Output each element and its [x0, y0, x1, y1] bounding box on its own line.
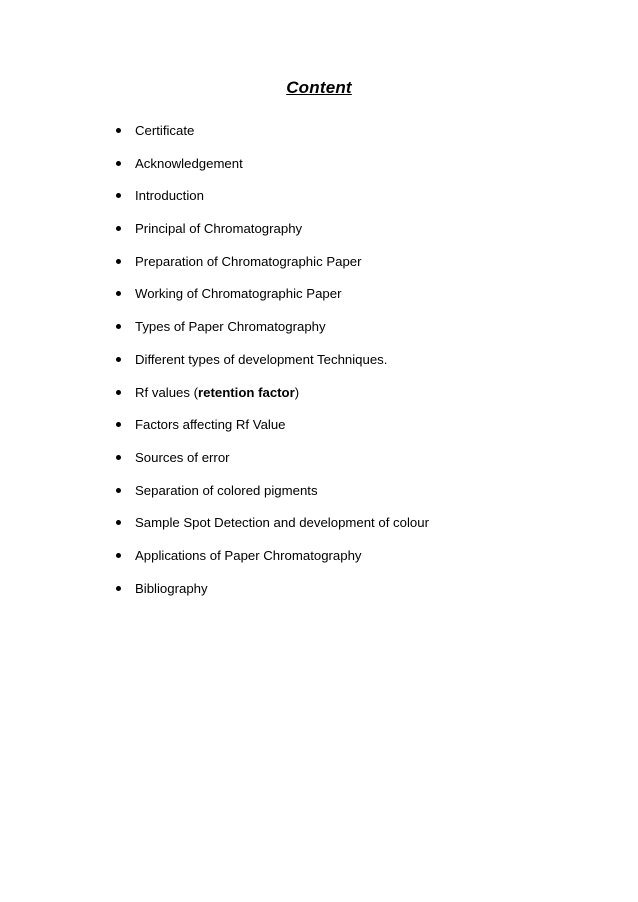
- page-title: Content: [286, 78, 352, 97]
- bullet-icon: [116, 520, 121, 525]
- bullet-icon: [116, 586, 121, 591]
- list-item-label: Separation of colored pigments: [135, 482, 318, 498]
- list-item: [0, 349, 638, 382]
- bullet-icon: [116, 455, 121, 460]
- bullet-icon: [116, 553, 121, 558]
- list-item: [0, 120, 638, 153]
- bullet-icon: [116, 390, 121, 395]
- bullet-icon: [116, 488, 121, 493]
- list-item-label: Applications of Paper Chromatography: [135, 547, 362, 563]
- bullet-icon: [116, 324, 121, 329]
- bullet-icon: [116, 259, 121, 264]
- list-item-label: Acknowledgement: [135, 155, 243, 171]
- list-item-label: Types of Paper Chromatography: [135, 319, 326, 335]
- bullet-icon: [116, 422, 121, 427]
- list-item-label: Sample Spot Detection and development of colour: [135, 515, 429, 531]
- list-item-label: Bibliography: [135, 580, 208, 596]
- list-item: [0, 447, 638, 480]
- contents-list: [0, 120, 638, 610]
- bullet-icon: [116, 357, 121, 362]
- list-item-label: Different types of development Techniques.: [135, 351, 388, 367]
- bullet-icon: [116, 291, 121, 296]
- bullet-icon: [116, 193, 121, 198]
- list-item: [0, 185, 638, 218]
- bullet-icon: [116, 226, 121, 231]
- bullet-icon: [116, 161, 121, 166]
- list-item: [0, 578, 638, 611]
- list-item-label: Preparation of Chromatographic Paper: [135, 253, 362, 269]
- list-item-label: Working of Chromatographic Paper: [135, 286, 342, 302]
- list-item-label: Sources of error: [135, 449, 230, 465]
- list-item: [0, 218, 638, 251]
- list-item-label: Introduction: [135, 188, 204, 204]
- list-item: [0, 545, 638, 578]
- label-bold-term: retention factor: [198, 384, 295, 400]
- label-prefix: Rf values (: [135, 384, 199, 400]
- bullet-icon: [116, 128, 121, 133]
- list-item: [0, 283, 638, 316]
- list-item-label: [135, 382, 299, 404]
- list-item: [0, 153, 638, 186]
- list-item: [0, 316, 638, 349]
- list-item: [0, 480, 638, 513]
- list-item: [0, 251, 638, 284]
- list-item: [0, 382, 638, 415]
- list-item-label: Certificate: [135, 123, 195, 138]
- list-item-label: Factors affecting Rf Value: [135, 417, 286, 433]
- list-item: [0, 512, 638, 545]
- list-item-label: Principal of Chromatography: [135, 221, 303, 237]
- label-suffix: ): [294, 384, 300, 400]
- list-item: [0, 414, 638, 447]
